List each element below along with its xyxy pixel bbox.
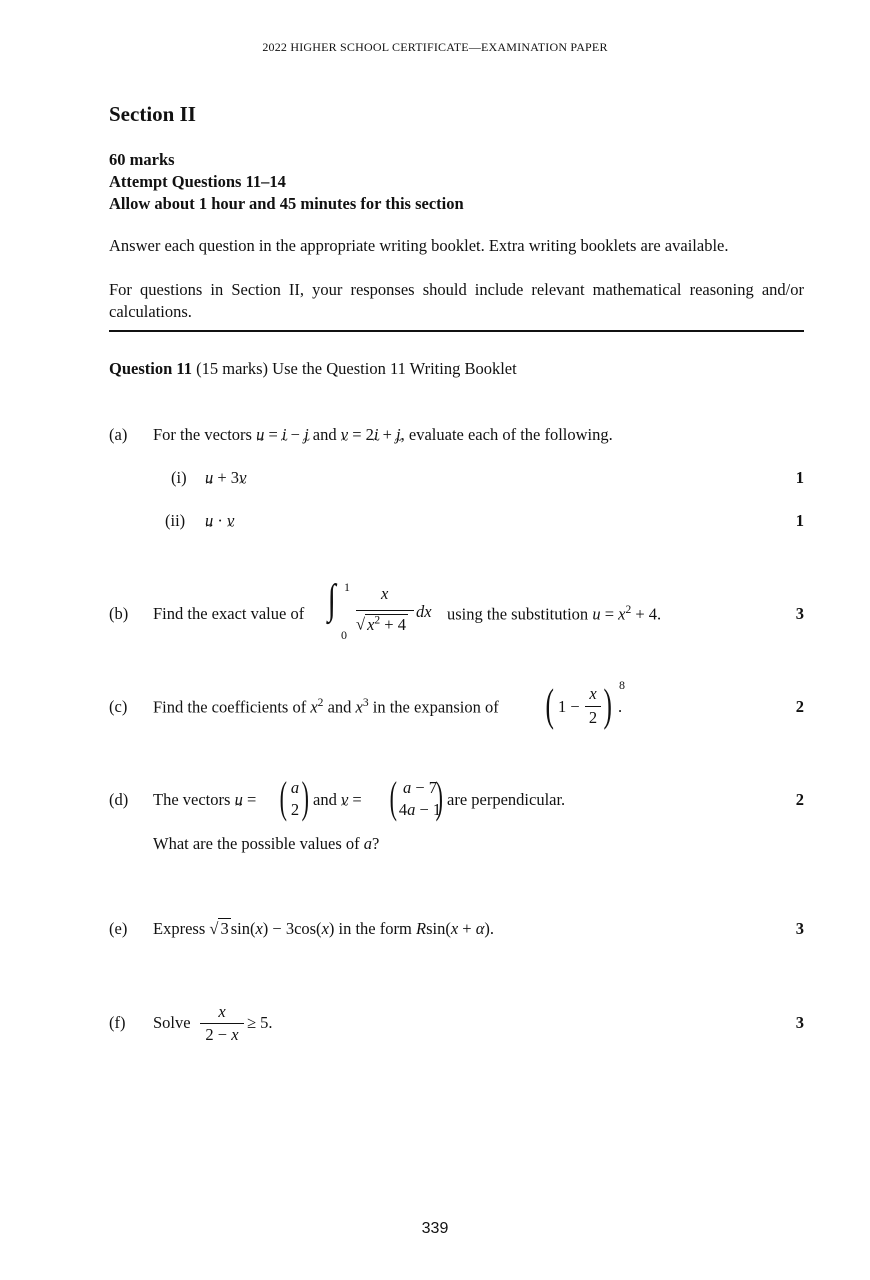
part-b-prompt-start: Find the exact value of	[153, 604, 305, 623]
part-a-i-label: (i)	[171, 468, 187, 487]
vector-u-column: ( a 2 )	[279, 773, 309, 822]
page-number: 339	[421, 1220, 449, 1237]
binomial-expression: ( 1 − x 2 ) 8 .	[545, 678, 625, 730]
part-d-prompt-end: are perpendicular.	[447, 790, 566, 809]
instruction-booklet: Answer each question in the appropriate writing booklet. Extra writing booklets are available.	[109, 236, 729, 255]
part-a-i-expression: u ~ + 3v ~	[205, 468, 246, 488]
part-d-marks: 2	[795, 790, 804, 809]
part-c-marks: 2	[795, 697, 804, 716]
part-a-ii-label: (ii)	[165, 511, 186, 530]
part-e-prompt: Express √ 3 sin(x) − 3cos(x) in the form Rsin(x + α).	[153, 919, 494, 938]
section-time: Allow about 1 hour and 45 minutes for this section	[109, 194, 464, 213]
section-attempt: Attempt Questions 11–14	[109, 172, 286, 191]
integral-expression: ∫ 1 0 x √ $x^2 + 4$ dx	[327, 577, 432, 642]
part-e-label: (e)	[109, 919, 128, 938]
part-d-label: (d)	[109, 790, 129, 809]
part-c-prompt: Find the coefficients of $x^2$ and $x^3$ in the expansion of	[153, 697, 499, 717]
inequality-expression: x 2 − x ≥ 5.	[200, 1002, 290, 1048]
part-a-ii-marks: 1	[795, 511, 804, 530]
part-a-i-marks: 1	[795, 468, 804, 487]
part-d-prompt-start: The vectors u ~ =	[153, 790, 256, 810]
part-d-question: What are the possible values of a?	[153, 834, 380, 853]
part-a-prompt: For the vectors u ~ = i ~ − j ~ and v ~ = 2i ~ + j ~, evaluate each of the following.	[153, 425, 613, 445]
section-title: Section II	[109, 102, 196, 126]
part-f-prompt: Solve	[153, 1013, 191, 1032]
instruction-reasoning: For questions in Section II, your responses should include relevant mathematical reasoning and/or calculations.	[109, 280, 804, 321]
section-marks: 60 marks	[109, 150, 175, 169]
part-a-ii-expression: u ~ · v ~	[205, 511, 234, 531]
part-c-label: (c)	[109, 697, 128, 716]
part-f-marks: 3	[795, 1013, 804, 1032]
part-f-label: (f)	[109, 1013, 126, 1032]
part-d-prompt-mid: and v ~ =	[313, 790, 362, 810]
section-divider	[109, 330, 804, 332]
part-b-marks: 3	[795, 604, 804, 623]
running-header: 2022 HIGHER SCHOOL CERTIFICATE—EXAMINATION PAPER	[262, 40, 608, 54]
question-details: (15 marks) Use the Question 11 Writing Booklet	[196, 359, 517, 378]
question-number: Question 11	[109, 359, 192, 378]
question-heading	[109, 359, 517, 379]
part-a-label: (a)	[109, 425, 128, 444]
part-e-marks: 3	[795, 919, 804, 938]
part-b-label: (b)	[109, 604, 129, 623]
part-b-prompt-end: using the substitution $u = x^2 + 4$.	[447, 604, 662, 624]
vector-v-column: ( a − 7 4a − 1 )	[389, 773, 443, 822]
